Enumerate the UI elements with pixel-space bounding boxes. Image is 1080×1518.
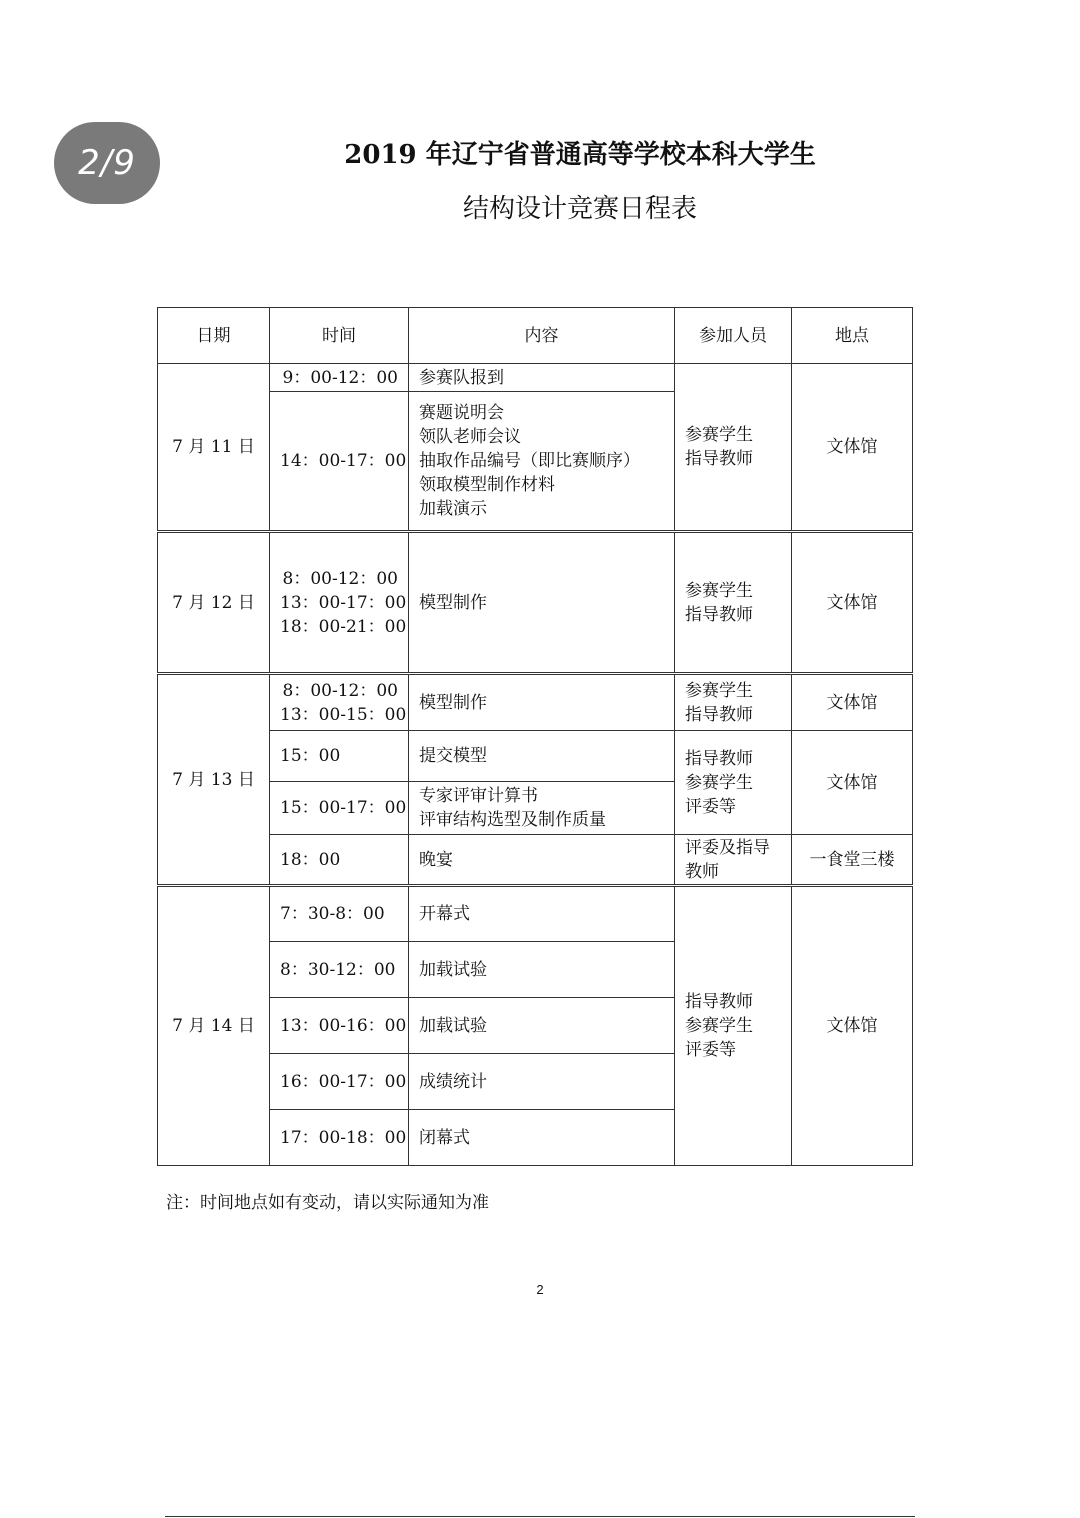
content-cell: 开幕式 xyxy=(409,886,675,942)
content-cell: 模型制作 xyxy=(409,532,675,674)
header-content: 内容 xyxy=(409,308,675,364)
time-line: 18：00-21：00 xyxy=(280,616,407,637)
page-number: 2 xyxy=(536,1282,544,1297)
table-row xyxy=(158,835,913,886)
time-cell: 17：00-18：00 xyxy=(270,1110,409,1166)
time-cell: 14：00-17：00 xyxy=(270,392,409,532)
people-line: 参赛学生 xyxy=(685,425,753,445)
header-location: 地点 xyxy=(792,308,913,364)
people-line: 参赛学生 xyxy=(685,580,753,601)
time-line: 13：00-17：00 xyxy=(280,592,407,613)
table-row xyxy=(158,674,913,731)
people-line: 评委及指导 xyxy=(685,837,770,858)
people-line: 指导教师 xyxy=(685,748,753,769)
people-line: 指导教师 xyxy=(685,992,753,1012)
content-cell: 参赛队报到 xyxy=(409,364,675,392)
content-line: 赛题说明会 xyxy=(419,403,504,423)
header-date: 日期 xyxy=(158,308,270,364)
table-header-row xyxy=(158,308,913,364)
people-line: 参赛学生 xyxy=(685,680,753,701)
people-line: 评委等 xyxy=(685,796,736,817)
content-cell: 闭幕式 xyxy=(409,1110,675,1166)
time-line: 13：00-15：00 xyxy=(280,704,407,725)
time-cell: 15：00 xyxy=(270,731,409,782)
people-cell xyxy=(675,364,792,532)
table-row xyxy=(158,731,913,782)
page-count-badge: 2/9 xyxy=(54,122,160,204)
date-cell: 7 月 13 日 xyxy=(158,674,270,886)
document-title-line2: 结构设计竞赛日程表 xyxy=(462,194,697,224)
people-line: 参赛学生 xyxy=(685,1016,753,1036)
date-cell: 7 月 14 日 xyxy=(158,886,270,1166)
header-people: 参加人员 xyxy=(675,308,792,364)
content-cell: 加载试验 xyxy=(409,998,675,1054)
content-line: 加载演示 xyxy=(419,499,487,519)
content-cell: 成绩统计 xyxy=(409,1054,675,1110)
table-row xyxy=(158,364,913,392)
header-time: 时间 xyxy=(270,308,409,364)
location-cell: 文体馆 xyxy=(792,731,913,835)
time-cell xyxy=(270,674,409,731)
location-cell: 一食堂三楼 xyxy=(792,835,913,886)
content-line: 评审结构选型及制作质量 xyxy=(419,810,606,830)
date-cell: 7 月 12 日 xyxy=(158,532,270,674)
content-cell: 提交模型 xyxy=(409,731,675,782)
content-cell: 模型制作 xyxy=(409,674,675,731)
time-cell: 16：00-17：00 xyxy=(270,1054,409,1110)
time-cell: 8：30-12：00 xyxy=(270,942,409,998)
time-cell xyxy=(270,532,409,674)
content-cell xyxy=(409,392,675,532)
content-line: 领队老师会议 xyxy=(419,427,521,447)
table-row xyxy=(158,532,913,674)
people-cell xyxy=(675,532,792,674)
people-cell xyxy=(675,886,792,1166)
content-cell: 晚宴 xyxy=(409,835,675,886)
people-cell xyxy=(675,731,792,835)
content-line: 抽取作品编号（即比赛顺序） xyxy=(419,451,640,471)
document-title-line1: 2019 年辽宁省普通高等学校本科大学生 xyxy=(344,140,816,170)
time-line: 8：00-12：00 xyxy=(282,568,398,589)
schedule-table xyxy=(157,307,913,1166)
time-cell: 15：00-17：00 xyxy=(270,782,409,835)
people-line: 指导教师 xyxy=(685,604,753,625)
location-cell: 文体馆 xyxy=(792,532,913,674)
time-cell: 18：00 xyxy=(270,835,409,886)
time-cell: 7：30-8：00 xyxy=(270,886,409,942)
people-line: 评委等 xyxy=(685,1040,736,1060)
date-cell: 7 月 11 日 xyxy=(158,364,270,532)
people-cell xyxy=(675,674,792,731)
content-cell: 加载试验 xyxy=(409,942,675,998)
time-cell: 13：00-16：00 xyxy=(270,998,409,1054)
people-line: 参赛学生 xyxy=(685,772,753,793)
content-cell xyxy=(409,782,675,835)
footer-rule xyxy=(165,1516,915,1517)
people-line: 指导教师 xyxy=(685,449,753,469)
footnote: 注：时间地点如有变动，请以实际通知为准 xyxy=(166,1193,489,1213)
time-line: 8：00-12：00 xyxy=(282,680,398,701)
content-line: 专家评审计算书 xyxy=(419,786,538,806)
location-cell: 文体馆 xyxy=(792,674,913,731)
table-row xyxy=(158,886,913,942)
location-cell: 文体馆 xyxy=(792,886,913,1166)
people-line: 指导教师 xyxy=(685,704,753,725)
content-line: 领取模型制作材料 xyxy=(419,475,555,495)
people-cell xyxy=(675,835,792,886)
location-cell: 文体馆 xyxy=(792,364,913,532)
people-line: 教师 xyxy=(685,861,719,882)
time-cell: 9：00-12：00 xyxy=(270,364,409,392)
